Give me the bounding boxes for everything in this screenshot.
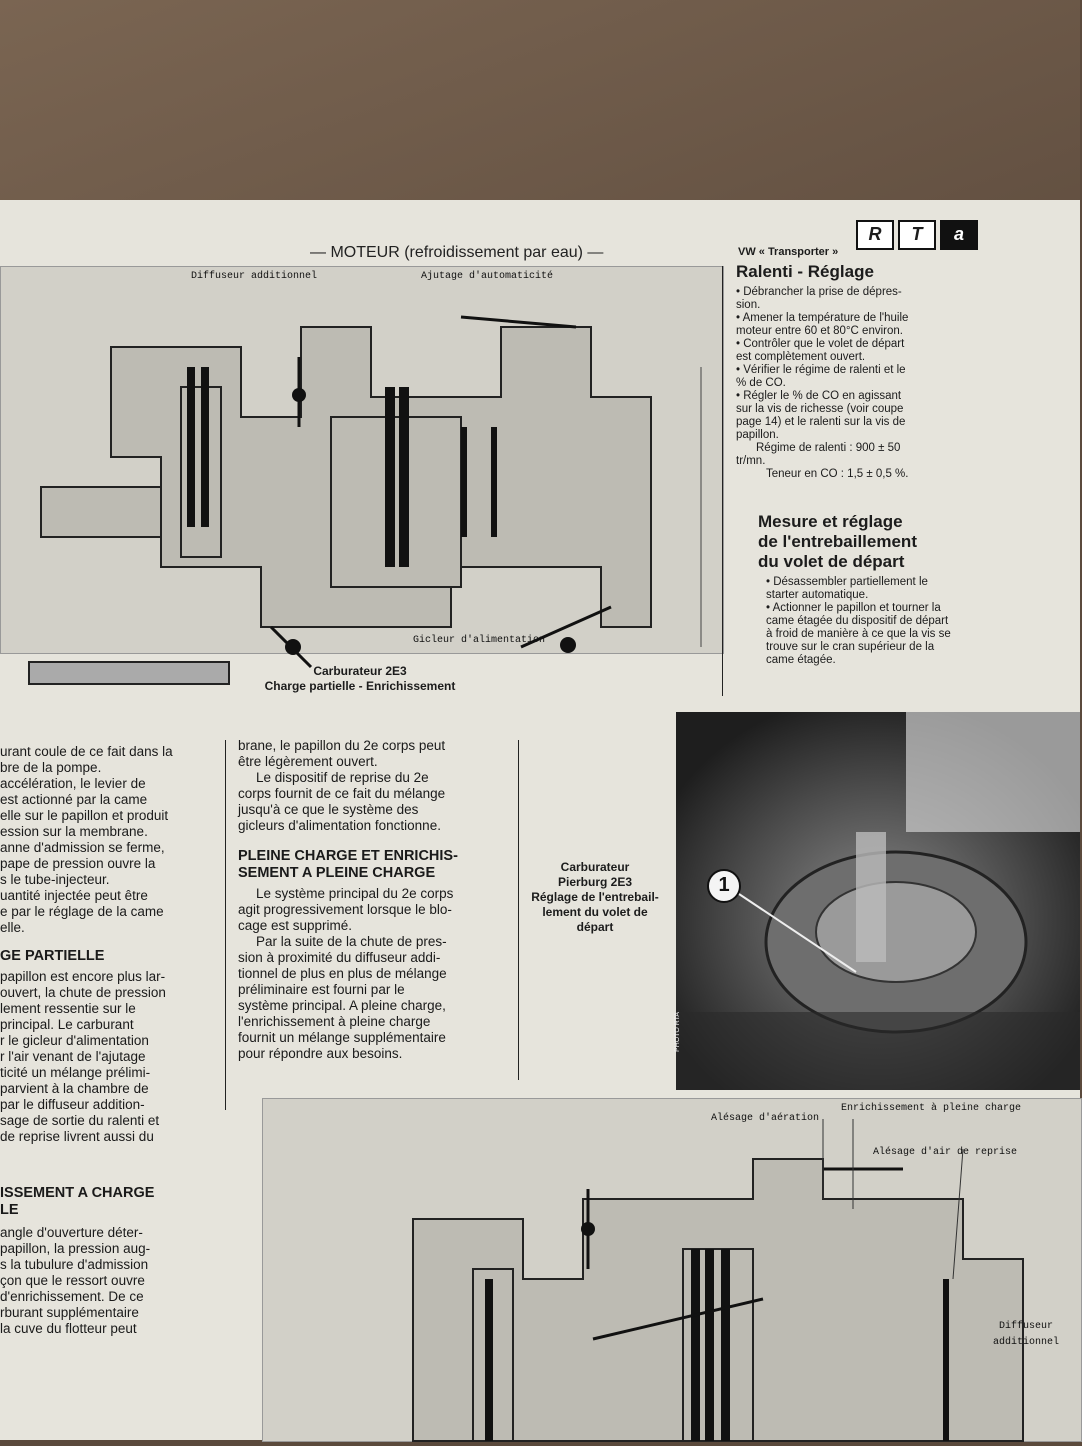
left-line: uantité injectée peut être [0, 888, 148, 903]
mesure-line: • Désassembler partiellement le [766, 576, 928, 588]
mesure-section [758, 512, 978, 667]
middle-line: Le système principal du 2e corps [256, 886, 454, 901]
middle-line: tionnel de plus en plus de mélange [238, 966, 447, 981]
middle-line: cage est supprimé. [238, 918, 353, 933]
left-line: papillon, la pression aug- [0, 1241, 151, 1256]
left-line: çon que le ressort ouvre [0, 1273, 145, 1288]
middle-line: corps fournit de ce fait du mélange [238, 786, 446, 801]
left-line: ticité un mélange prélimi- [0, 1065, 151, 1080]
left-line: urant coule de ce fait dans la [0, 744, 173, 759]
left-line: ession sur la membrane. [0, 824, 148, 839]
ralenti-title: Ralenti - Réglage [736, 262, 874, 281]
ralenti-line: • Régler le % de CO en agissant [736, 390, 902, 402]
column-divider-middle [518, 740, 519, 1080]
left-line: par le diffuseur addition- [0, 1097, 145, 1112]
middle-column-text [238, 738, 510, 1062]
left-line: pape de pression ouvre la [0, 856, 156, 871]
ralenti-line: tr/mn. [736, 455, 766, 467]
bottom-carburetor-diagram [262, 1098, 1082, 1442]
middle-line: l'enrichissement à pleine charge [238, 1014, 431, 1029]
logo-letter-a: a [940, 220, 978, 250]
left-line: principal. Le carburant [0, 1017, 134, 1032]
photo-drawing [676, 712, 1080, 1090]
ralenti-line: % de CO. [736, 377, 786, 389]
label-ajutage-automaticite: Ajutage d'automaticité [421, 271, 554, 282]
left-line: elle. [0, 920, 25, 935]
left-line: elle sur le papillon et produit [0, 808, 169, 823]
left-line: angle d'ouverture déter- [0, 1225, 143, 1240]
left-line: s la tubulure d'admission [0, 1257, 149, 1272]
middle-line: gicleurs d'alimentation fonctionne. [238, 818, 441, 833]
photo-caption-line: Carburateur [560, 860, 630, 874]
mesure-line: trouve sur le cran supérieur de la [766, 641, 935, 653]
middle-line: sion à proximité du diffuseur addi- [238, 950, 441, 965]
mesure-line: came étagée. [766, 654, 836, 666]
mesure-line: starter automatique. [766, 589, 869, 601]
ralenti-line: papillon. [736, 429, 779, 441]
left-column-text [0, 744, 212, 1337]
middle-heading-line2: SEMENT A PLEINE CHARGE [238, 865, 436, 881]
rta-logo [856, 220, 978, 250]
mesure-title-line1: Mesure et réglage [758, 512, 903, 531]
middle-line: agit progressivement lorsque le blo- [238, 902, 452, 917]
left-line: bre de la pompe. [0, 760, 102, 775]
middle-line: Par la suite de la chute de pres- [256, 934, 447, 949]
ralenti-line: • Contrôler que le volet de départ [736, 338, 905, 350]
photo-caption-line: Réglage de l'entrebail- [531, 890, 659, 904]
left-line: ouvert, la chute de pression [0, 985, 166, 1000]
photo-caption-line: Pierburg 2E3 [557, 875, 633, 889]
left-line: rburant supplémentaire [0, 1305, 139, 1320]
label-gicleur-alimentation: Gicleur d'alimentation [413, 635, 546, 646]
sidebar-divider [722, 266, 723, 696]
left-line: s le tube-injecteur. [0, 872, 110, 887]
ralenti-section [736, 262, 976, 481]
ralenti-line: • Amener la température de l'huile [736, 312, 909, 324]
left-line: sage de sortie du ralenti et [0, 1113, 160, 1128]
middle-line: jusqu'à ce que le système des [238, 802, 419, 817]
middle-line: être légèrement ouvert. [238, 754, 378, 769]
middle-heading-line1: PLEINE CHARGE ET ENRICHIS- [238, 848, 458, 864]
left-line: accélération, le levier de [0, 776, 146, 791]
middle-line: fournit un mélange supplémentaire [238, 1030, 446, 1045]
ralenti-line: moteur entre 60 et 80°C environ. [736, 325, 903, 337]
manual-page [0, 200, 1080, 1440]
ralenti-line: page 14) et le ralenti sur la vis de [736, 416, 906, 428]
ralenti-line: Teneur en CO : 1,5 ± 0,5 %. [766, 468, 909, 480]
label-additionnel: additionnel [993, 1337, 1060, 1348]
mesure-line: • Actionner le papillon et tourner la [766, 602, 941, 614]
left-line: papillon est encore plus lar- [0, 969, 166, 984]
middle-line: système principal. A pleine charge, [238, 998, 446, 1013]
top-caption-line1: Carburateur 2E3 [313, 664, 407, 678]
label-alesage-air-reprise: Alésage d'air de reprise [873, 1147, 1018, 1158]
left-line: lement ressentie sur le [0, 1001, 136, 1016]
mesure-line: à froid de manière à ce que la vis se [766, 628, 951, 640]
top-carburetor-diagram [0, 266, 724, 654]
vehicle-label: VW « Transporter » [738, 246, 839, 258]
logo-letter-r: R [856, 220, 894, 250]
left-heading-charge-partielle: GE PARTIELLE [0, 948, 105, 964]
label-diffuseur: Diffuseur [999, 1321, 1054, 1332]
left-line: anne d'admission se ferme, [0, 840, 165, 855]
left-line: la cuve du flotteur peut [0, 1321, 137, 1336]
ralenti-line: Régime de ralenti : 900 ± 50 [756, 442, 901, 454]
label-enrichissement-pleine-charge: Enrichissement à pleine charge [841, 1103, 1022, 1114]
top-caption-line2: Charge partielle - Enrichissement [264, 679, 456, 693]
middle-line: préliminaire est fourni par le [238, 982, 405, 997]
label-alesage-aeration: Alésage d'aération [711, 1113, 820, 1124]
middle-line: pour répondre aux besoins. [238, 1046, 403, 1061]
mesure-title-line2: de l'entrebaillement [758, 532, 917, 551]
ralenti-line: est complètement ouvert. [736, 351, 866, 363]
page-header-title: — MOTEUR (refroidissement par eau) — [310, 244, 604, 261]
left-line: r l'air venant de l'ajutage [0, 1049, 146, 1064]
left-heading-enrichissement-line1: ISSEMENT A CHARGE [0, 1185, 155, 1201]
ralenti-line: • Débrancher la prise de dépres- [736, 286, 902, 298]
photo-caption [520, 860, 670, 935]
mesure-line: came étagée du dispositif de départ [766, 615, 949, 627]
photo-caption-line: lement du volet de [542, 905, 648, 919]
ralenti-line: • Vérifier le régime de ralenti et le [736, 364, 906, 376]
left-line: r le gicleur d'alimentation [0, 1033, 149, 1048]
column-divider-left [225, 740, 226, 1110]
top-diagram-caption [210, 664, 510, 694]
left-line: de reprise livrent aussi du [0, 1129, 154, 1144]
carburetor-photo [676, 712, 1080, 1090]
mesure-title-line3: du volet de départ [758, 552, 905, 571]
photo-caption-line: départ [576, 920, 614, 934]
left-line: parvient à la chambre de [0, 1081, 149, 1096]
top-diagram-drawing [1, 267, 723, 653]
ralenti-line: sion. [736, 299, 761, 311]
ralenti-line: sur la vis de richesse (voir coupe [736, 403, 904, 415]
photo-credit: PHOTO RTA [674, 1011, 681, 1052]
middle-line: Le dispositif de reprise du 2e [256, 770, 429, 785]
label-diffuseur-additionnel: Diffuseur additionnel [191, 271, 318, 282]
photo-marker-1: 1 [718, 874, 730, 896]
middle-line: brane, le papillon du 2e corps peut [238, 738, 446, 753]
left-line: d'enrichissement. De ce [0, 1289, 144, 1304]
left-heading-enrichissement-line2: LE [0, 1202, 19, 1218]
logo-letter-t: T [898, 220, 936, 250]
left-line: e par le réglage de la came [0, 904, 164, 919]
left-line: est actionné par la came [0, 792, 148, 807]
